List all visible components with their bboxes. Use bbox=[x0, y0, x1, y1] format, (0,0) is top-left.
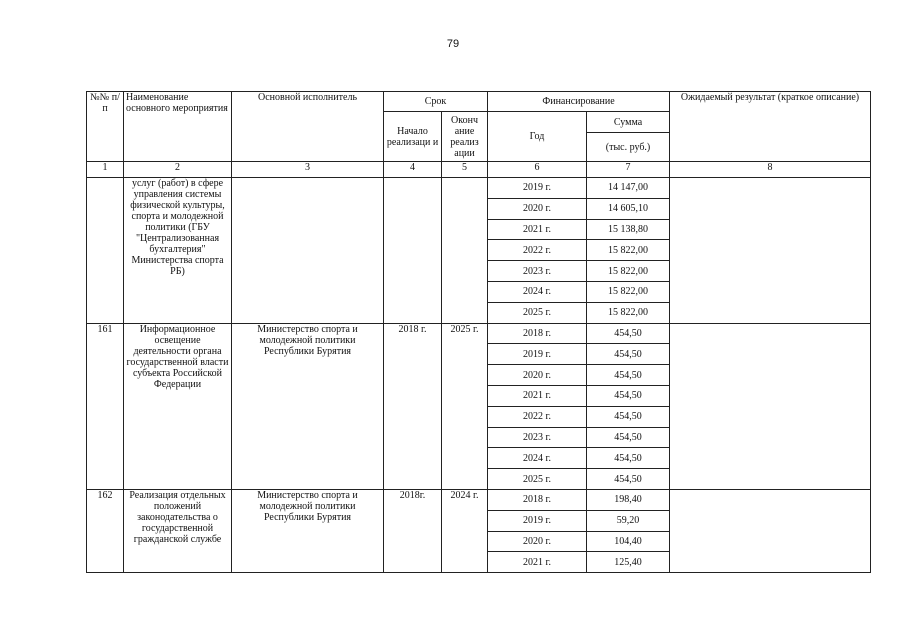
financing-year: 2019 г. bbox=[488, 510, 587, 531]
header-sum: Сумма bbox=[587, 112, 670, 133]
column-number: 6 bbox=[488, 162, 587, 178]
start-year bbox=[384, 178, 442, 324]
financing-sum: 198,40 bbox=[587, 489, 670, 510]
financing-sum: 15 822,00 bbox=[587, 261, 670, 282]
financing-year: 2019 г. bbox=[488, 344, 587, 365]
table-row bbox=[87, 178, 871, 199]
activity-name: услуг (работ) в сфере управления системы физической культуры, спорта и молодежной политики (ГБУ "Централизованная бухгалтерия" Министерства спорта РБ) bbox=[124, 178, 232, 324]
financing-year: 2024 г. bbox=[488, 448, 587, 469]
financing-sum: 454,50 bbox=[587, 406, 670, 427]
end-year: 2024 г. bbox=[442, 489, 488, 572]
financing-sum: 454,50 bbox=[587, 323, 670, 344]
header-executor: Основной исполнитель bbox=[232, 92, 384, 162]
column-number: 7 bbox=[587, 162, 670, 178]
financing-sum: 454,50 bbox=[587, 469, 670, 490]
start-year: 2018г. bbox=[384, 489, 442, 572]
column-number: 2 bbox=[124, 162, 232, 178]
column-number: 8 bbox=[670, 162, 871, 178]
financing-sum: 15 822,00 bbox=[587, 240, 670, 261]
financing-year: 2018 г. bbox=[488, 489, 587, 510]
header-num: №№ п/п bbox=[87, 92, 124, 162]
column-number: 1 bbox=[87, 162, 124, 178]
financing-year: 2022 г. bbox=[488, 240, 587, 261]
financing-sum: 15 138,80 bbox=[587, 219, 670, 240]
financing-sum: 15 822,00 bbox=[587, 281, 670, 302]
financing-year: 2024 г. bbox=[488, 281, 587, 302]
row-number bbox=[87, 178, 124, 324]
expected-result bbox=[670, 178, 871, 324]
financing-year: 2020 г. bbox=[488, 198, 587, 219]
financing-year: 2023 г. bbox=[488, 427, 587, 448]
financing-year: 2022 г. bbox=[488, 406, 587, 427]
financing-year: 2019 г. bbox=[488, 178, 587, 199]
executor: Министерство спорта и молодежной политики Республики Бурятия bbox=[232, 323, 384, 489]
row-number: 162 bbox=[87, 489, 124, 572]
financing-year: 2020 г. bbox=[488, 365, 587, 386]
activity-name: Информационное освещение деятельности органа государственной власти субъекта Российской Федерации bbox=[124, 323, 232, 489]
expected-result bbox=[670, 323, 871, 489]
header-start: Начало реализаци и bbox=[384, 112, 442, 162]
financing-sum: 454,50 bbox=[587, 365, 670, 386]
financing-sum: 125,40 bbox=[587, 552, 670, 573]
financing-sum: 454,50 bbox=[587, 385, 670, 406]
financing-sum: 454,50 bbox=[587, 427, 670, 448]
financing-sum: 59,20 bbox=[587, 510, 670, 531]
financing-year: 2020 г. bbox=[488, 531, 587, 552]
row-number: 161 bbox=[87, 323, 124, 489]
activity-name: Реализация отдельных положений законодательства о государственной гражданской службе bbox=[124, 489, 232, 572]
header-year: Год bbox=[488, 112, 587, 162]
financing-sum: 454,50 bbox=[587, 448, 670, 469]
header-end: Оконч ание реализ ации bbox=[442, 112, 488, 162]
financing-sum: 454,50 bbox=[587, 344, 670, 365]
financing-year: 2021 г. bbox=[488, 552, 587, 573]
executor: Министерство спорта и молодежной политики Республики Бурятия bbox=[232, 489, 384, 572]
header-financing: Финансирование bbox=[488, 92, 670, 112]
end-year: 2025 г. bbox=[442, 323, 488, 489]
page-number: 79 bbox=[446, 38, 460, 50]
financing-sum: 15 822,00 bbox=[587, 302, 670, 323]
activities-table bbox=[86, 91, 871, 573]
financing-sum: 104,40 bbox=[587, 531, 670, 552]
header-term: Срок bbox=[384, 92, 488, 112]
table-row bbox=[87, 489, 871, 510]
financing-year: 2021 г. bbox=[488, 385, 587, 406]
financing-year: 2018 г. bbox=[488, 323, 587, 344]
column-numbers-row bbox=[87, 162, 871, 178]
financing-year: 2023 г. bbox=[488, 261, 587, 282]
header-sum-unit: (тыс. руб.) bbox=[587, 133, 670, 162]
column-number: 5 bbox=[442, 162, 488, 178]
column-number: 3 bbox=[232, 162, 384, 178]
header-name: Наименование основного мероприятия bbox=[124, 92, 232, 162]
column-number: 4 bbox=[384, 162, 442, 178]
table-row bbox=[87, 323, 871, 344]
start-year: 2018 г. bbox=[384, 323, 442, 489]
financing-year: 2021 г. bbox=[488, 219, 587, 240]
end-year bbox=[442, 178, 488, 324]
financing-year: 2025 г. bbox=[488, 469, 587, 490]
financing-sum: 14 147,00 bbox=[587, 178, 670, 199]
header-result: Ожидаемый результат (краткое описание) bbox=[670, 92, 871, 162]
expected-result bbox=[670, 489, 871, 572]
executor bbox=[232, 178, 384, 324]
financing-sum: 14 605,10 bbox=[587, 198, 670, 219]
financing-year: 2025 г. bbox=[488, 302, 587, 323]
